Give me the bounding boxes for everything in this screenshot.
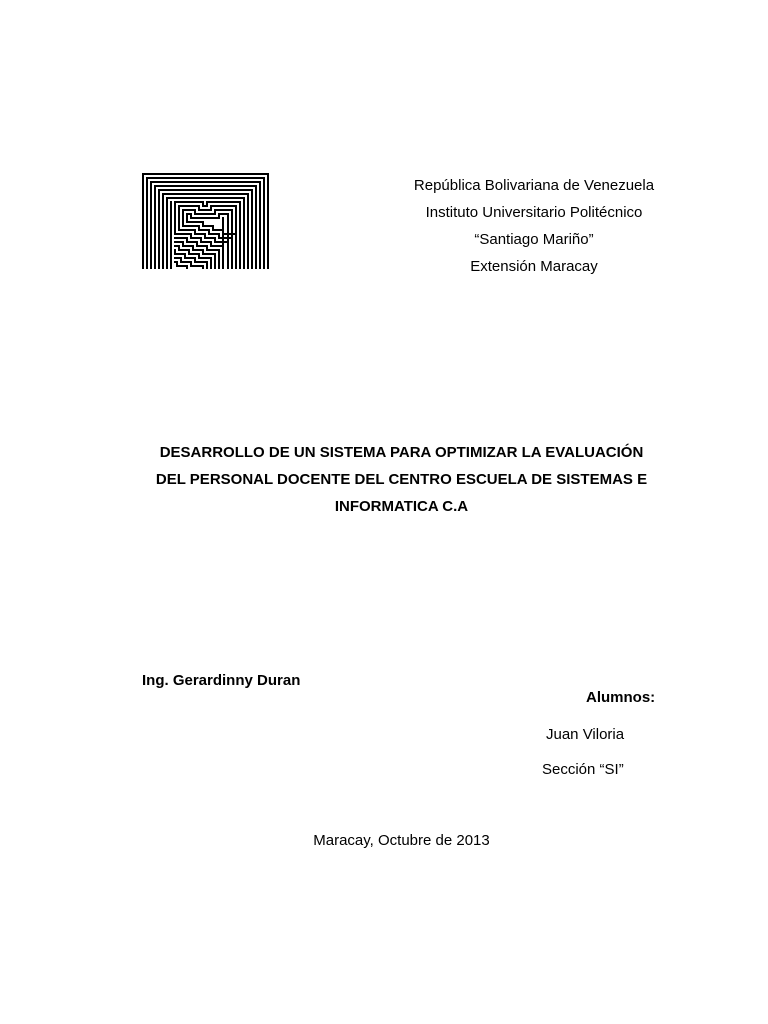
students-label: Alumnos: [586,689,656,706]
title-line-2: DEL PERSONAL DOCENTE DEL CENTRO ESCUELA DE SISTEMAS E [155,471,648,488]
title-line-3: INFORMATICA C.A [334,498,469,515]
student-section: Sección “SI” [542,761,624,778]
tutor-name: Ing. Gerardinny Duran [142,672,301,689]
header-institute-name: “Santiago Mariño” [474,231,594,248]
document-title [130,439,673,520]
title-line-1: DESARROLLO DE UN SISTEMA PARA OPTIMIZAR LA EVALUACIÓN [159,444,644,461]
header-institute: Instituto Universitario Politécnico [425,204,643,221]
institution-header [384,172,684,280]
header-extension: Extensión Maracay [470,258,598,275]
place-date: Maracay, Octubre de 2013 [313,832,490,849]
header-country: República Bolivariana de Venezuela [413,177,655,194]
institution-logo-icon [142,173,269,269]
student-name: Juan Viloria [546,726,625,743]
